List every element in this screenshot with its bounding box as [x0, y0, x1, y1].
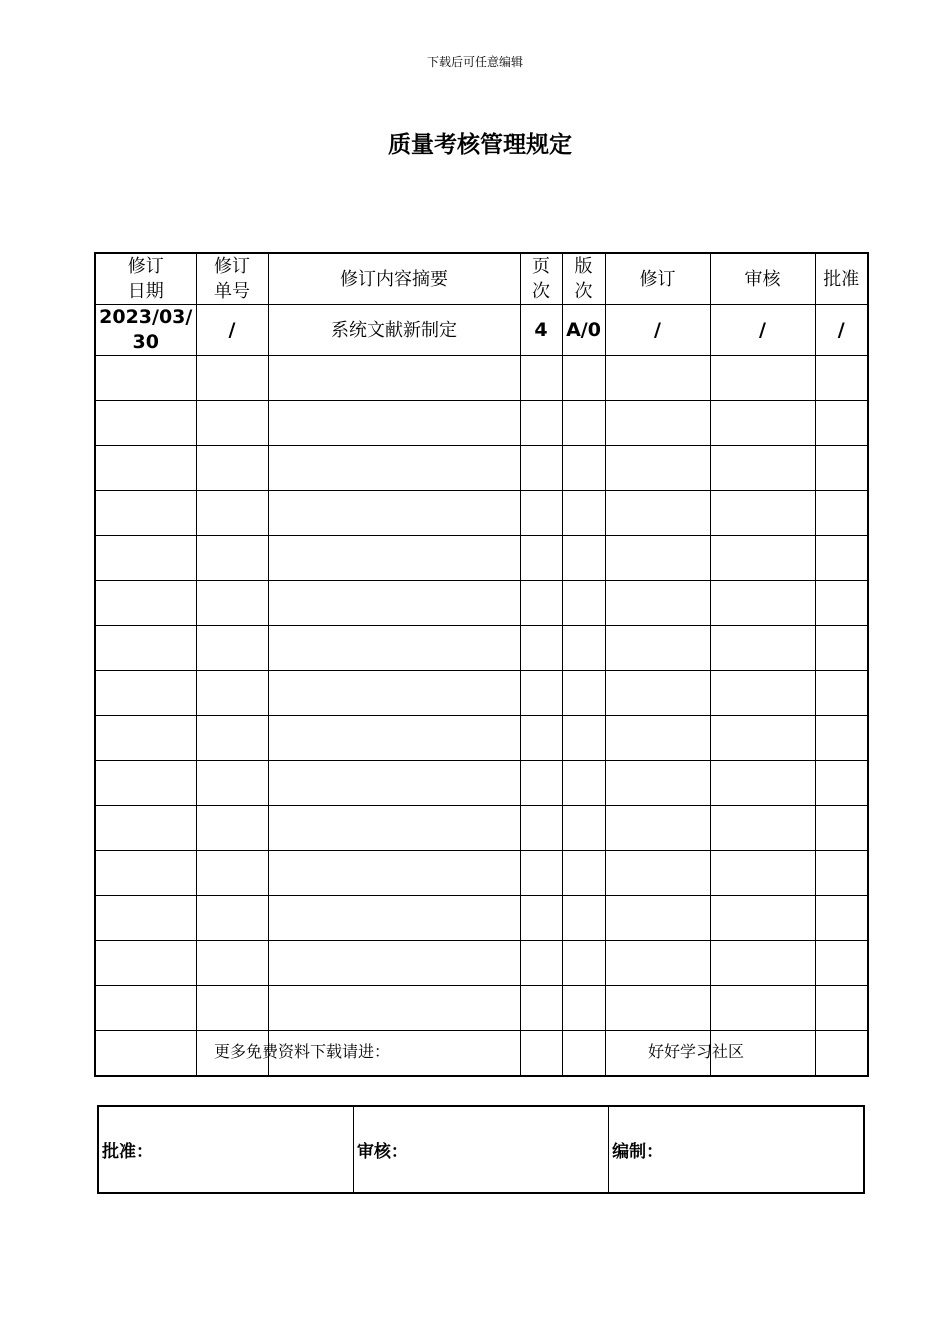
cell-page: 4	[520, 305, 562, 356]
empty-cell	[605, 716, 710, 761]
empty-cell	[605, 761, 710, 806]
cell-summary: 系统文献新制定	[268, 305, 520, 356]
header-date-line2: 日期	[127, 281, 164, 302]
empty-cell	[520, 356, 562, 401]
empty-cell	[605, 446, 710, 491]
empty-cell	[520, 761, 562, 806]
table-row-empty	[95, 401, 868, 446]
empty-cell	[268, 851, 520, 896]
header-revision-order	[196, 253, 268, 305]
header-row	[95, 253, 868, 305]
empty-cell	[268, 446, 520, 491]
empty-cell	[710, 896, 815, 941]
empty-cell	[520, 896, 562, 941]
empty-cell	[605, 671, 710, 716]
empty-cell	[268, 671, 520, 716]
signature-table	[97, 1105, 865, 1194]
footer-download-text: 更多免费资料下载请进：	[214, 1042, 391, 1061]
empty-cell	[562, 896, 605, 941]
table-row-empty	[95, 671, 868, 716]
empty-cell	[268, 491, 520, 536]
cell-date-line1: 2023/03/	[99, 306, 193, 328]
signature-row	[98, 1106, 864, 1193]
empty-cell	[815, 941, 868, 986]
empty-cell	[196, 536, 268, 581]
empty-cell	[815, 536, 868, 581]
empty-cell	[710, 671, 815, 716]
review-field[interactable]: 审核：	[353, 1106, 608, 1193]
empty-cell	[268, 941, 520, 986]
empty-cell	[268, 536, 520, 581]
empty-cell	[95, 446, 196, 491]
empty-cell	[196, 626, 268, 671]
empty-cell	[710, 491, 815, 536]
empty-cell	[196, 671, 268, 716]
empty-cell	[605, 491, 710, 536]
empty-cell	[520, 806, 562, 851]
empty-cell	[520, 536, 562, 581]
empty-cell	[95, 356, 196, 401]
empty-cell	[268, 356, 520, 401]
empty-cell	[562, 536, 605, 581]
cell-version: A/0	[562, 305, 605, 356]
header-page	[520, 253, 562, 305]
compile-field[interactable]: 编制：	[609, 1106, 864, 1193]
empty-cell	[520, 446, 562, 491]
empty-cell	[95, 986, 196, 1031]
empty-cell	[196, 761, 268, 806]
empty-cell	[562, 761, 605, 806]
empty-cell	[710, 446, 815, 491]
table-row-empty	[95, 581, 868, 626]
empty-cell	[562, 851, 605, 896]
empty-cell	[562, 491, 605, 536]
empty-cell	[268, 626, 520, 671]
empty-cell	[520, 491, 562, 536]
table-row-empty	[95, 356, 868, 401]
empty-cell	[196, 581, 268, 626]
empty-cell	[710, 536, 815, 581]
header-version	[562, 253, 605, 305]
header-version-line2: 次	[574, 281, 593, 302]
cell-approve: /	[815, 305, 868, 356]
table-row-empty	[95, 446, 868, 491]
cell-date	[95, 305, 196, 356]
table-row-empty	[95, 896, 868, 941]
table-row-empty	[95, 626, 868, 671]
empty-cell	[815, 986, 868, 1031]
table-row-empty	[95, 716, 868, 761]
empty-cell	[710, 851, 815, 896]
table-row	[95, 305, 868, 356]
empty-cell	[268, 716, 520, 761]
empty-cell	[196, 446, 268, 491]
empty-cell	[710, 716, 815, 761]
empty-cell	[815, 896, 868, 941]
empty-cell	[562, 716, 605, 761]
empty-cell	[520, 626, 562, 671]
empty-cell	[815, 581, 868, 626]
header-approve: 批准	[815, 253, 868, 305]
empty-cell	[562, 806, 605, 851]
empty-cell	[710, 806, 815, 851]
empty-cell	[95, 851, 196, 896]
empty-cell	[520, 986, 562, 1031]
empty-cell	[520, 941, 562, 986]
cell-revise: /	[605, 305, 710, 356]
empty-cell	[196, 806, 268, 851]
empty-cell	[815, 446, 868, 491]
empty-cell	[562, 401, 605, 446]
empty-cell	[710, 401, 815, 446]
empty-cell	[562, 671, 605, 716]
approve-field[interactable]: 批准：	[98, 1106, 353, 1193]
empty-cell	[815, 806, 868, 851]
cell-review: /	[710, 305, 815, 356]
empty-cell	[95, 716, 196, 761]
empty-cell	[815, 851, 868, 896]
empty-cell	[815, 671, 868, 716]
empty-cell	[605, 401, 710, 446]
empty-cell	[710, 626, 815, 671]
empty-cell	[95, 626, 196, 671]
table-row-empty	[95, 806, 868, 851]
empty-cell	[605, 356, 710, 401]
empty-cell	[562, 581, 605, 626]
empty-cell	[815, 716, 868, 761]
empty-cell	[196, 986, 268, 1031]
header-order-line1: 修订	[214, 256, 250, 277]
empty-cell	[268, 896, 520, 941]
empty-cell	[605, 581, 710, 626]
empty-cell	[605, 851, 710, 896]
empty-cell	[710, 581, 815, 626]
empty-cell	[562, 356, 605, 401]
empty-cell	[605, 941, 710, 986]
table-row-empty	[95, 941, 868, 986]
empty-cell	[95, 941, 196, 986]
empty-cell	[562, 941, 605, 986]
empty-cell	[815, 491, 868, 536]
empty-cell	[710, 761, 815, 806]
empty-cell	[520, 671, 562, 716]
cell-order-no: /	[196, 305, 268, 356]
empty-cell	[710, 941, 815, 986]
empty-cell	[605, 986, 710, 1031]
empty-cell	[268, 761, 520, 806]
footer-note	[0, 1039, 950, 1061]
empty-cell	[95, 491, 196, 536]
empty-cell	[605, 626, 710, 671]
empty-cell	[815, 761, 868, 806]
empty-cell	[815, 626, 868, 671]
document-title: 质量考核管理规定	[388, 131, 572, 158]
header-page-line2: 次	[532, 281, 550, 302]
empty-cell	[95, 401, 196, 446]
empty-cell	[605, 896, 710, 941]
header-date-line1: 修订	[127, 256, 164, 277]
cell-date-line2: 30	[132, 331, 159, 353]
empty-cell	[196, 356, 268, 401]
empty-cell	[815, 356, 868, 401]
revision-table	[94, 252, 869, 1077]
empty-cell	[95, 671, 196, 716]
empty-cell	[196, 941, 268, 986]
empty-cell	[95, 536, 196, 581]
empty-cell	[562, 626, 605, 671]
empty-cell	[95, 581, 196, 626]
empty-cell	[562, 446, 605, 491]
empty-cell	[605, 806, 710, 851]
footer-community-link[interactable]: 好好学习社区	[648, 1042, 745, 1061]
empty-cell	[196, 401, 268, 446]
header-summary: 修订内容摘要	[268, 253, 520, 305]
empty-cell	[268, 806, 520, 851]
empty-cell	[268, 986, 520, 1031]
empty-cell	[196, 491, 268, 536]
empty-cell	[520, 401, 562, 446]
header-order-line2: 单号	[214, 281, 250, 302]
header-note: 下载后可任意编辑	[426, 55, 523, 69]
empty-cell	[196, 851, 268, 896]
header-review: 审核	[710, 253, 815, 305]
table-row-empty	[95, 491, 868, 536]
empty-cell	[710, 986, 815, 1031]
empty-cell	[95, 896, 196, 941]
empty-cell	[196, 896, 268, 941]
table-row-empty	[95, 986, 868, 1031]
empty-cell	[196, 716, 268, 761]
empty-cell	[710, 356, 815, 401]
empty-cell	[268, 581, 520, 626]
empty-cell	[520, 716, 562, 761]
empty-cell	[268, 401, 520, 446]
empty-cell	[562, 986, 605, 1031]
empty-cell	[95, 761, 196, 806]
empty-cell	[520, 581, 562, 626]
empty-cell	[520, 851, 562, 896]
empty-cell	[95, 806, 196, 851]
header-revise: 修订	[605, 253, 710, 305]
table-row-empty	[95, 851, 868, 896]
header-revision-date	[95, 253, 196, 305]
header-version-line1: 版	[574, 256, 593, 277]
empty-cell	[605, 536, 710, 581]
table-row-empty	[95, 761, 868, 806]
header-page-line1: 页	[532, 256, 550, 277]
table-row-empty	[95, 536, 868, 581]
empty-cell	[815, 401, 868, 446]
